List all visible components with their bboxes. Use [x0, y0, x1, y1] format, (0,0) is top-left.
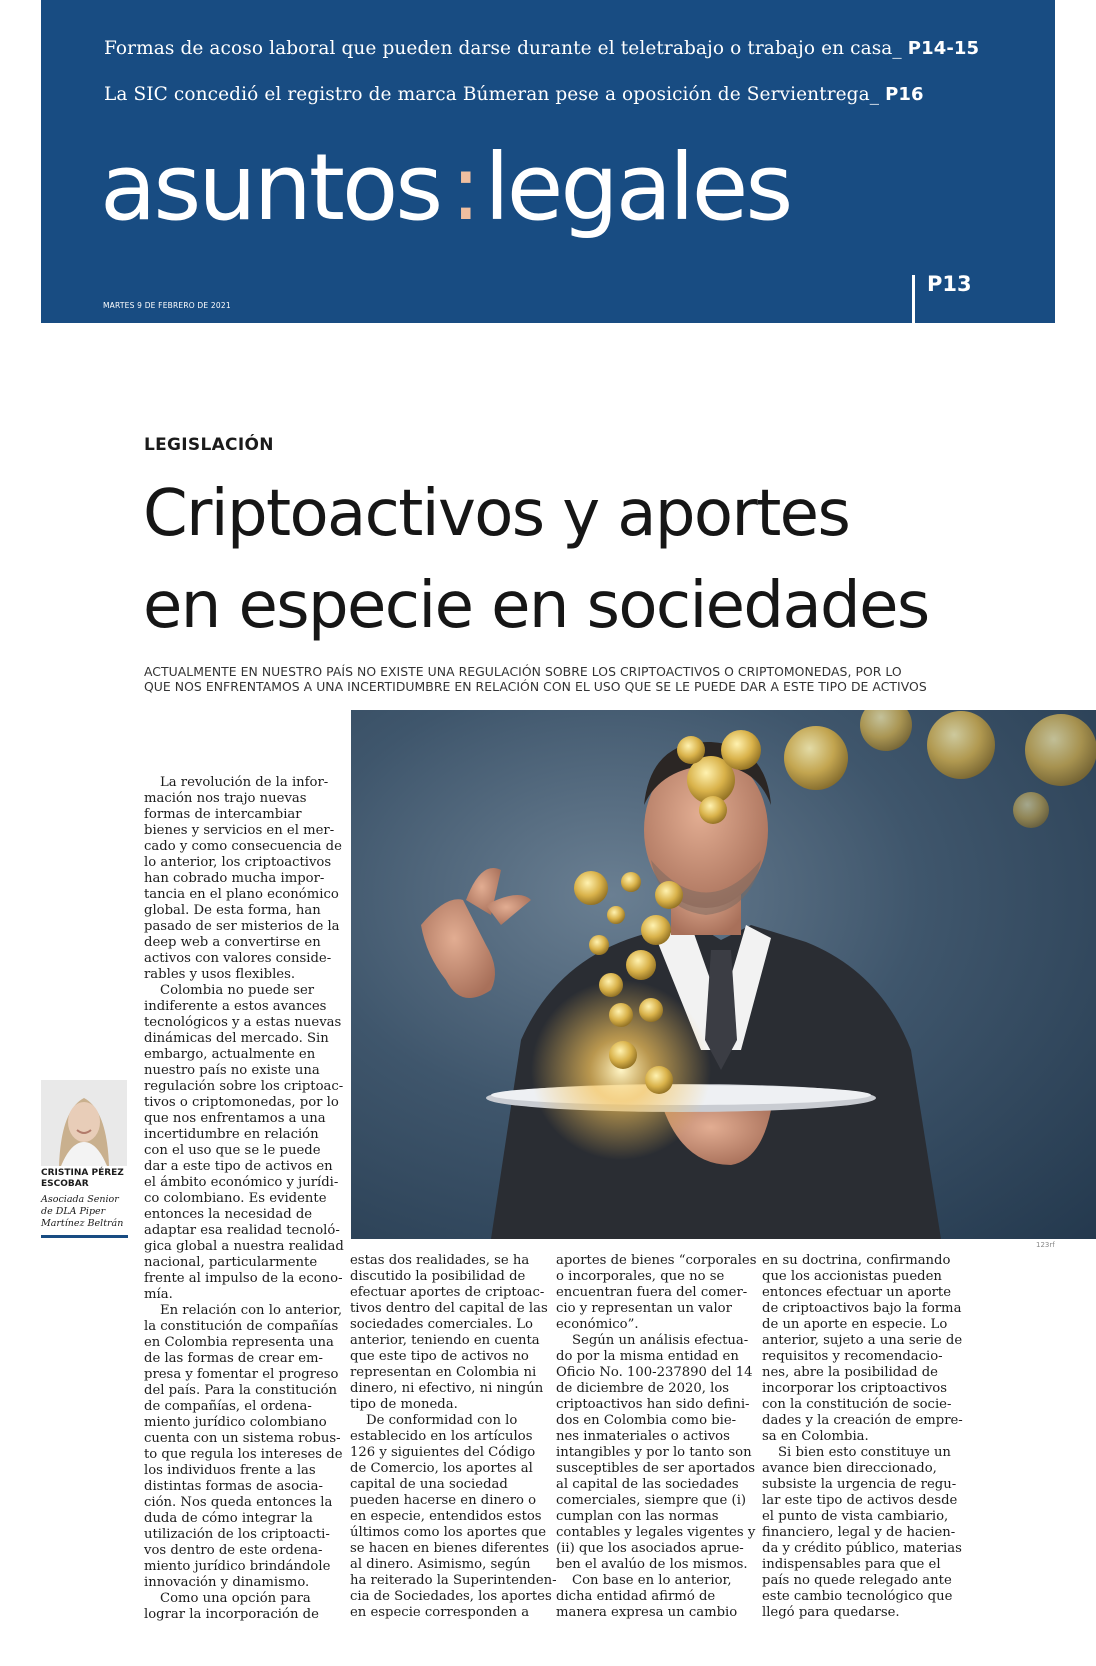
body-line: Si bien esto constituye un: [778, 1445, 951, 1460]
body-line: la constitución de compañías: [144, 1319, 339, 1334]
body-paragraph: [762, 1253, 963, 1445]
author-name: [41, 1168, 136, 1190]
body-line: to que regula los intereses de: [144, 1447, 343, 1462]
body-line: el ámbito económico y jurídi-: [144, 1175, 339, 1190]
body-line: de Comercio, los aportes al: [350, 1461, 533, 1476]
body-line: Según un análisis efectua-: [572, 1333, 749, 1348]
issue-date: MARTES 9 DE FEBRERO DE 2021: [103, 301, 231, 310]
body-line: que nos enfrentamos a una: [144, 1111, 326, 1126]
body-line: de un aporte en especie. Lo: [762, 1317, 948, 1332]
article-headline: [143, 468, 1063, 652]
body-line: mía.: [144, 1287, 173, 1302]
author-name-line: CRISTINA PÉREZ: [41, 1168, 124, 1178]
masthead-colon: :: [450, 134, 479, 241]
body-line: ción. Nos queda entonces la: [144, 1495, 333, 1510]
body-line: cumplan con las normas: [556, 1509, 719, 1524]
body-line: En relación con lo anterior,: [160, 1303, 343, 1318]
body-line: da y crédito público, materias: [762, 1541, 962, 1556]
body-line: al dinero. Asimismo, según: [350, 1557, 531, 1572]
body-line: miento jurídico colombiano: [144, 1415, 327, 1430]
body-line: cia de Sociedades, los aportes: [350, 1589, 552, 1604]
body-line: del país. Para la constitución: [144, 1383, 338, 1398]
body-line: establecido en los artículos: [350, 1429, 533, 1444]
body-line: Como una opción para: [160, 1591, 311, 1606]
teaser-page: P16: [885, 84, 924, 105]
teaser-link[interactable]: [104, 84, 924, 105]
body-line: en especie, entendidos estos: [350, 1509, 542, 1524]
body-line: lar este tipo de activos desde: [762, 1493, 958, 1508]
body-line: rables y usos flexibles.: [144, 967, 296, 982]
body-line: dar a este tipo de activos en: [144, 1159, 333, 1174]
body-line: se hacen en bienes diferentes: [350, 1541, 550, 1556]
body-line: efectuar aportes de criptoac-: [350, 1285, 545, 1300]
body-line: de diciembre de 2020, los: [556, 1381, 730, 1396]
body-paragraph: [556, 1253, 756, 1333]
article-photo: [351, 710, 1096, 1239]
body-line: comerciales, siempre que (i): [556, 1493, 747, 1508]
headline-line: Criptoactivos y aportes: [143, 477, 850, 551]
author-role-line: de DLA Piper: [41, 1206, 106, 1217]
body-line: representan en Colombia ni: [350, 1365, 537, 1380]
deck-line: ACTUALMENTE EN NUESTRO PAÍS NO EXISTE UNA REGULACIÓN SOBRE LOS CRIPTOACTIVOS O CRIPTOMONEDAS, POR LO: [144, 664, 902, 679]
article-deck: [144, 664, 974, 694]
body-line: innovación y dinamismo.: [144, 1575, 310, 1590]
body-line: utilización de los criptoacti-: [144, 1527, 330, 1542]
body-line: nes inmateriales o activos: [556, 1429, 730, 1444]
body-line: tivos o criptomonedas, por lo: [144, 1095, 339, 1110]
body-line: do por la misma entidad en: [556, 1349, 739, 1364]
body-line: indispensables para que el: [762, 1557, 941, 1572]
body-line: pueden hacerse en dinero o: [350, 1493, 537, 1508]
body-line: dades y la creación de empre-: [762, 1413, 963, 1428]
body-line: los individuos frente a las: [144, 1463, 316, 1478]
body-line: nes, abre la posibilidad de: [762, 1365, 938, 1380]
teaser-text: Formas de acoso laboral que pueden darse durante el teletrabajo o trabajo en casa_: [104, 38, 902, 59]
masthead-word-legales: legales: [484, 134, 791, 241]
body-line: llegó para quedarse.: [762, 1605, 900, 1620]
body-line: con la constitución de socie-: [762, 1397, 952, 1412]
body-line: duda de cómo integrar la: [144, 1511, 313, 1526]
body-line: que este tipo de activos no: [350, 1349, 529, 1364]
body-line: estas dos realidades, se ha: [350, 1253, 530, 1268]
body-line: capital de una sociedad: [350, 1477, 508, 1492]
body-line: incertidumbre en relación: [144, 1127, 319, 1142]
body-line: en especie corresponden a: [350, 1605, 530, 1620]
body-line: embargo, actualmente en: [144, 1047, 316, 1062]
body-column-2: [350, 1253, 557, 1621]
body-line: ben el avalúo de los mismos.: [556, 1557, 748, 1572]
masthead-logo: [100, 134, 791, 241]
body-line: que los accionistas pueden: [762, 1269, 942, 1284]
body-line: activos con valores conside-: [144, 951, 332, 966]
section-label: LEGISLACIÓN: [144, 435, 274, 455]
body-line: pasado de ser misterios de la: [144, 919, 340, 934]
body-line: tipo de moneda.: [350, 1397, 458, 1412]
body-line: tivos dentro del capital de las: [350, 1301, 548, 1316]
body-line: mación nos trajo nuevas: [144, 791, 307, 806]
body-line: vos dentro de este ordena-: [144, 1543, 323, 1558]
body-line: avance bien direccionado,: [762, 1461, 937, 1476]
body-line: frente al impulso de la econo-: [144, 1271, 343, 1286]
body-line: requisitos y recomendacio-: [762, 1349, 943, 1364]
masthead-word-asuntos: asuntos: [100, 134, 441, 241]
body-line: han cobrado mucha impor-: [144, 871, 325, 886]
body-line: entonces la necesidad de: [144, 1207, 313, 1222]
teaser-page: P14-15: [907, 38, 980, 59]
body-line: dos en Colombia como bie-: [556, 1413, 737, 1428]
body-line: Colombia no puede ser: [160, 983, 315, 998]
body-paragraph: [762, 1445, 963, 1621]
body-line: manera expresa un cambio: [556, 1605, 738, 1620]
body-line: anterior, sujeto a una serie de: [762, 1333, 963, 1348]
body-line: al capital de las sociedades: [556, 1477, 739, 1492]
body-line: o incorporales, que no se: [556, 1269, 725, 1284]
author-name-line: ESCOBAR: [41, 1179, 89, 1189]
body-line: aportes de bienes “corporales: [556, 1253, 757, 1268]
body-line: en Colombia representa una: [144, 1335, 334, 1350]
body-line: económico”.: [556, 1317, 639, 1332]
body-line: gica global a nuestra realidad: [144, 1239, 344, 1254]
body-line: cuenta con un sistema robus-: [144, 1431, 341, 1446]
teaser-text: La SIC concedió el registro de marca Búmeran pese a oposición de Servientrega_: [104, 84, 880, 105]
photo-credit: 123rf: [1036, 1241, 1055, 1249]
body-paragraph: [144, 1591, 344, 1623]
headline-line: en especie en sociedades: [143, 569, 929, 643]
body-column-1: [144, 775, 344, 1623]
teaser-link[interactable]: [104, 38, 979, 59]
body-line: dicha entidad afirmó de: [556, 1589, 716, 1604]
body-line: deep web a convertirse en: [144, 935, 321, 950]
body-line: discutido la posibilidad de: [350, 1269, 526, 1284]
body-line: lograr la incorporación de: [144, 1607, 319, 1622]
deck-line: QUE NOS ENFRENTAMOS A UNA INCERTIDUMBRE EN RELACIÓN CON EL USO QUE SE LE PUEDE DAR A ESTE TIPO DE ACTIVOS: [144, 679, 927, 694]
body-line: nuestro país no existe una: [144, 1063, 320, 1078]
body-line: nacional, particularmente: [144, 1255, 318, 1270]
body-line: regulación sobre los criptoac-: [144, 1079, 344, 1094]
body-line: sa en Colombia.: [762, 1429, 869, 1444]
body-line: anterior, teniendo en cuenta: [350, 1333, 540, 1348]
body-line: Con base en lo anterior,: [572, 1573, 732, 1588]
body-line: dinero, ni efectivo, ni ningún: [350, 1381, 544, 1396]
body-line: intangibles y por lo tanto son: [556, 1445, 752, 1460]
body-line: co colombiano. Es evidente: [144, 1191, 327, 1206]
body-line: subsiste la urgencia de regu-: [762, 1477, 957, 1492]
body-line: ha reiterado la Superintenden-: [350, 1573, 557, 1588]
body-line: en su doctrina, confirmando: [762, 1253, 951, 1268]
body-column-3: [556, 1253, 756, 1621]
body-line: encuentran fuera del comer-: [556, 1285, 748, 1300]
author-rule: [41, 1235, 128, 1238]
body-line: incorporar los criptoactivos: [762, 1381, 948, 1396]
body-line: lo anterior, los criptoactivos: [144, 855, 332, 870]
body-line: contables y legales vigentes y: [556, 1525, 756, 1540]
body-line: Oficio No. 100-237890 del 14: [556, 1365, 753, 1380]
body-line: De conformidad con lo: [366, 1413, 518, 1428]
body-paragraph: [144, 983, 344, 1303]
body-line: susceptibles de ser aportados: [556, 1461, 755, 1476]
page-number: P13: [927, 272, 972, 296]
body-line: La revolución de la infor-: [160, 775, 329, 790]
author-role-line: Asociada Senior: [41, 1194, 119, 1205]
body-line: indiferente a estos avances: [144, 999, 327, 1014]
author-avatar: [41, 1080, 127, 1166]
body-line: adaptar esa realidad tecnoló-: [144, 1223, 340, 1238]
body-column-4: [762, 1253, 963, 1621]
author-role: [41, 1194, 136, 1230]
body-line: de las formas de crear em-: [144, 1351, 323, 1366]
body-line: de criptoactivos bajo la forma: [762, 1301, 962, 1316]
body-paragraph: [556, 1573, 756, 1621]
body-line: tancia en el plano económico: [144, 887, 339, 902]
body-line: con el uso que se le puede: [144, 1143, 321, 1158]
body-line: global. De esta forma, han: [144, 903, 321, 918]
body-line: financiero, legal y de hacien-: [762, 1525, 956, 1540]
body-line: cio y representan un valor: [556, 1301, 732, 1316]
body-paragraph: [556, 1333, 756, 1573]
body-line: últimos como los aportes que: [350, 1525, 547, 1540]
body-line: tecnológicos y a estas nuevas: [144, 1015, 342, 1030]
body-line: sociedades comerciales. Lo: [350, 1317, 533, 1332]
body-line: dinámicas del mercado. Sin: [144, 1031, 329, 1046]
body-line: cado y como consecuencia de: [144, 839, 342, 854]
body-line: el punto de vista cambiario,: [762, 1509, 949, 1524]
author-portrait-illustration: [41, 1080, 127, 1166]
businessman-crypto-coins-illustration: [351, 710, 1096, 1239]
body-line: miento jurídico brindándole: [144, 1559, 331, 1574]
body-line: (ii) que los asociados aprue-: [556, 1541, 744, 1556]
body-line: de compañías, el ordena-: [144, 1399, 312, 1414]
body-paragraph: [350, 1253, 557, 1413]
body-line: presa y fomentar el progreso: [144, 1367, 339, 1382]
body-paragraph: [350, 1413, 557, 1621]
body-paragraph: [144, 775, 344, 983]
author-role-line: Martínez Beltrán: [41, 1218, 124, 1229]
body-line: distintas formas de asocia-: [144, 1479, 323, 1494]
body-line: formas de intercambiar: [144, 807, 302, 822]
body-line: bienes y servicios en el mer-: [144, 823, 335, 838]
body-line: entonces efectuar un aporte: [762, 1285, 952, 1300]
page-number-divider: [912, 275, 915, 323]
body-line: criptoactivos han sido defini-: [556, 1397, 750, 1412]
body-line: este cambio tecnológico que: [762, 1589, 953, 1604]
body-paragraph: [144, 1303, 344, 1591]
body-line: país no quede relegado ante: [762, 1573, 952, 1588]
body-line: 126 y siguientes del Código: [350, 1445, 536, 1460]
